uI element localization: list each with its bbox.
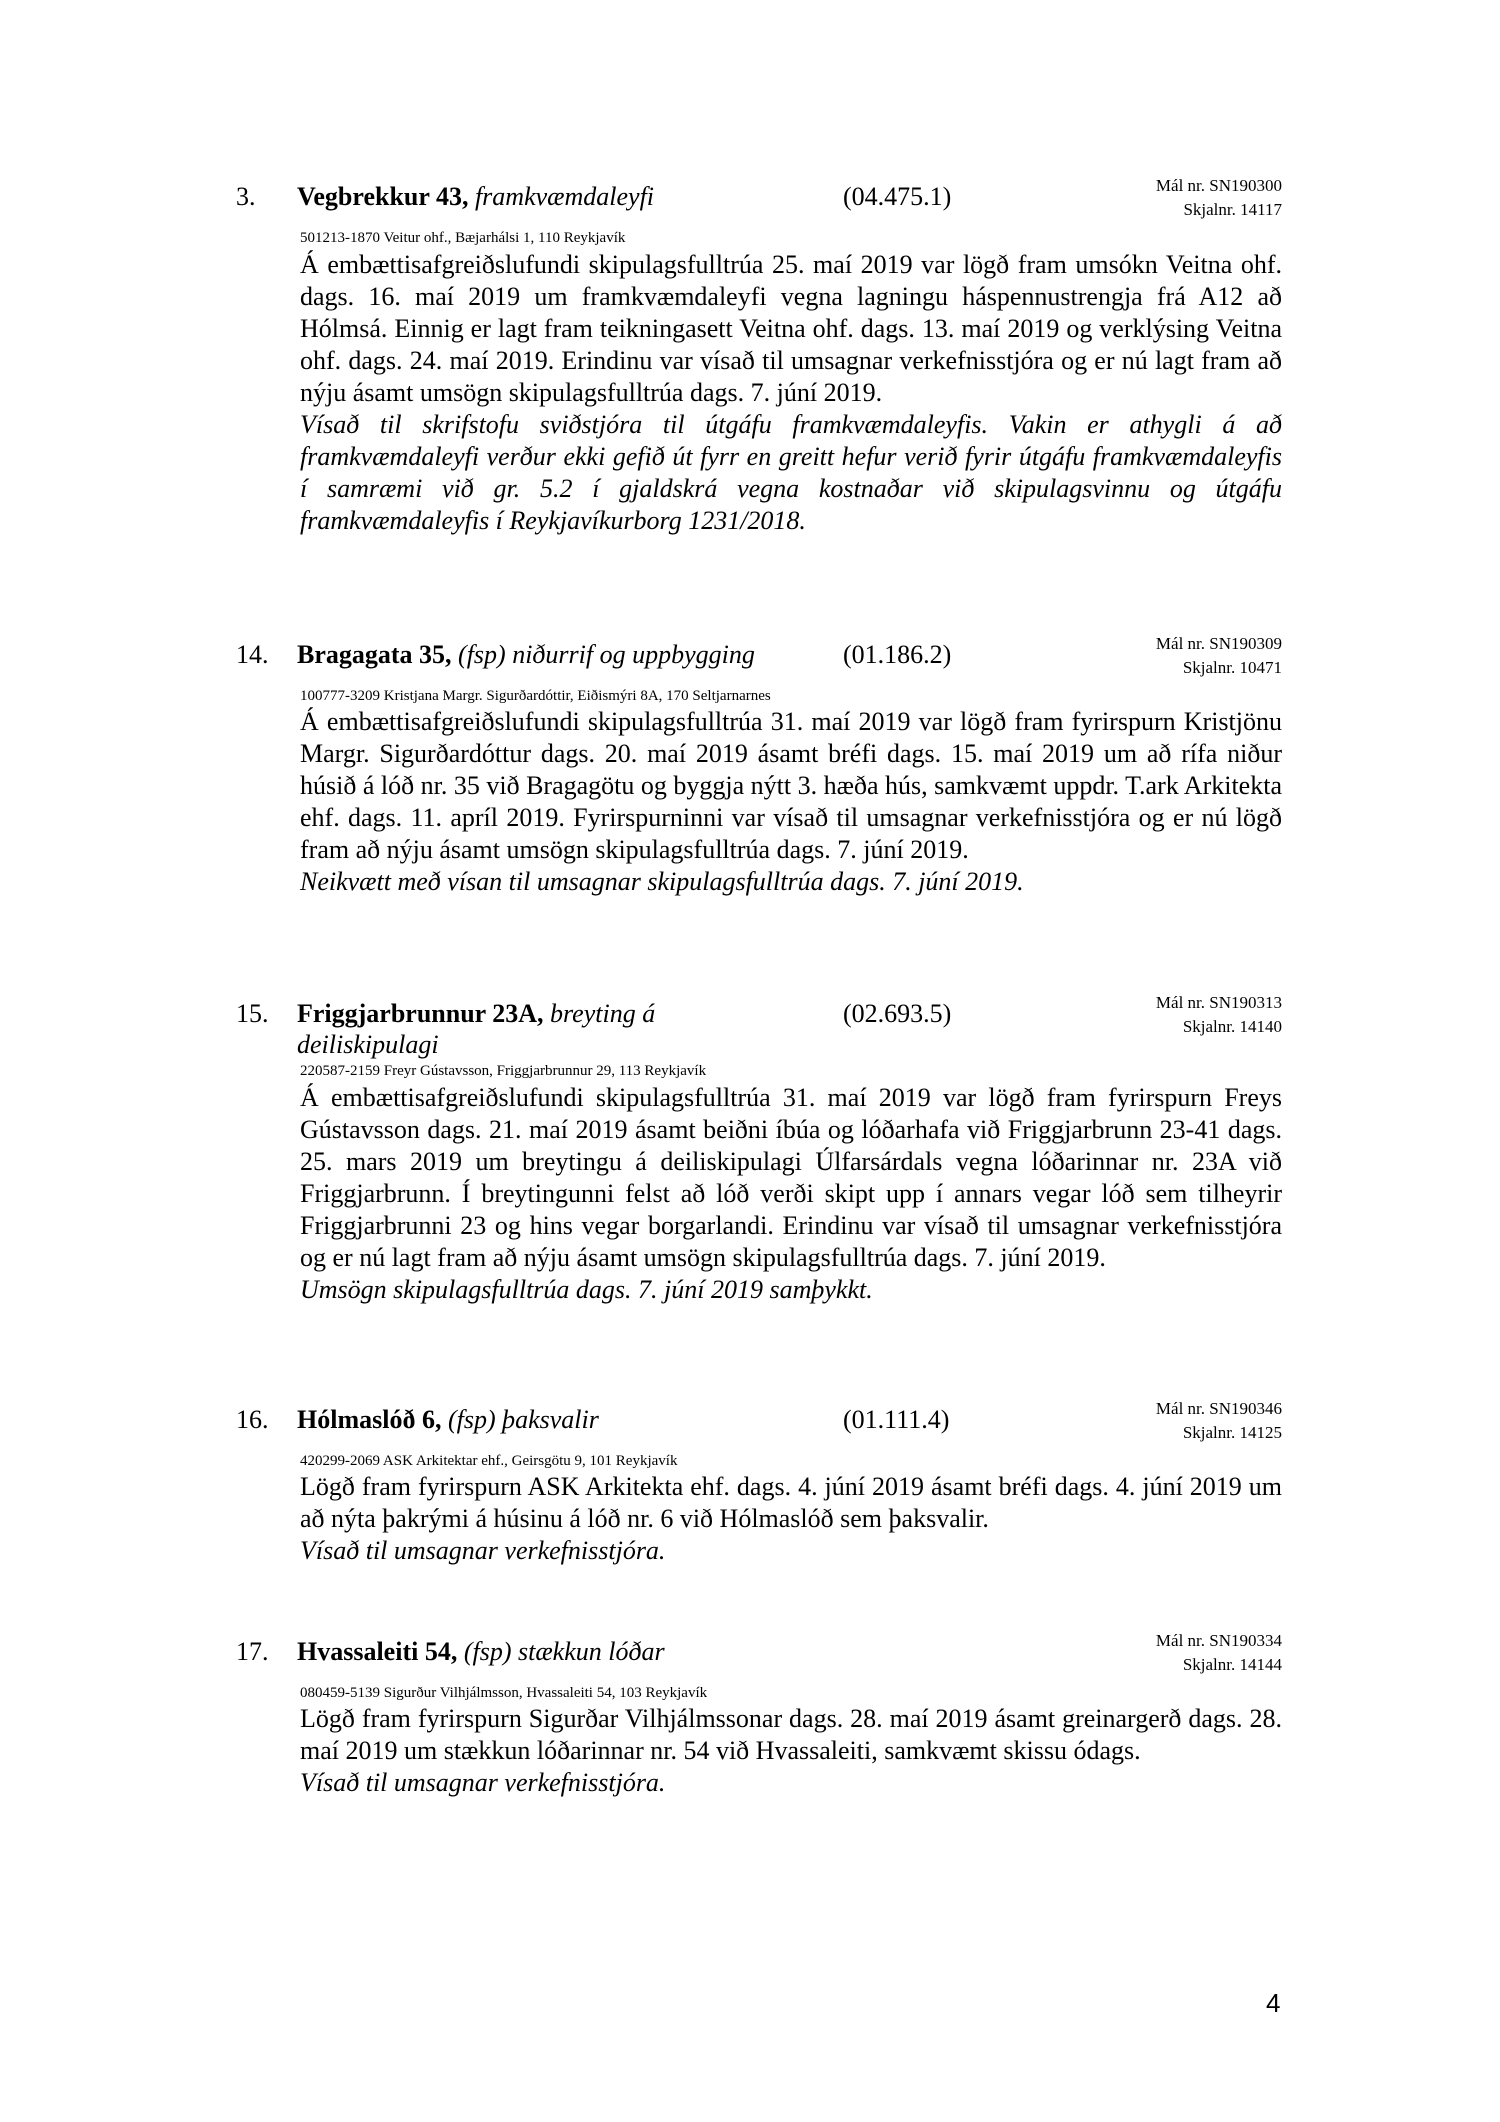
- item-applicant: 420299-2069 ASK Arkitektar ehf., Geirsgötu 9, 101 Reykjavík: [300, 1453, 678, 1469]
- item-body: [300, 1082, 1282, 1306]
- document-number: Skjalnr. 14125: [1182, 1423, 1282, 1442]
- item-title: [297, 997, 655, 1031]
- item-title: [297, 1403, 599, 1437]
- item-body: [300, 1471, 1282, 1567]
- case-number: Mál nr. SN190334: [1155, 1631, 1282, 1650]
- item-decision: Vísað til umsagnar verkefnisstjóra.: [300, 1536, 666, 1565]
- case-reference: [1156, 991, 1282, 1039]
- item-land-code: (04.475.1): [843, 182, 952, 211]
- item-decision: Vísað til skrifstofu sviðstjóra til útgáfu framkvæmdaleyfis. Vakin er athygli á að framkvæmdaleyfi verður ekki gefið út fyrr en greitt hefur verið fyrir útgáfu framkvæmdaleyfis í samræmi við gr. 5.2 í gjaldskrá vegna kostnaðar við skipulagsvinnu og útgáfu framkvæmdaleyfis í Reykjavíkurborg 1231/2018.: [300, 410, 1282, 535]
- item-applicant: 100777-3209 Kristjana Margr. Sigurðardóttir, Eiðismýri 8A, 170 Seltjarnarnes: [300, 688, 771, 704]
- item-title: [297, 638, 755, 672]
- agenda-item-3: [0, 176, 1500, 535]
- item-applicant: 220587-2159 Freyr Gústavsson, Friggjarbrunnur 29, 113 Reykjavík: [300, 1063, 707, 1079]
- case-reference: [1156, 632, 1282, 680]
- item-subject: (fsp) niðurrif og uppbygging: [458, 640, 755, 669]
- item-address: Hólmaslóð 6,: [297, 1405, 442, 1434]
- item-subject-continued: deiliskipulagi: [297, 1030, 439, 1059]
- item-address: Vegbrekkur 43,: [297, 182, 469, 211]
- item-number: 15.: [236, 999, 269, 1028]
- agenda-item-14: [0, 634, 1500, 896]
- document-number: Skjalnr. 10471: [1182, 658, 1282, 677]
- item-subject: (fsp) þaksvalir: [447, 1405, 599, 1434]
- case-number: Mál nr. SN190309: [1155, 634, 1282, 653]
- item-address: Bragagata 35,: [297, 640, 452, 669]
- item-text: Lögð fram fyrirspurn ASK Arkitekta ehf. dags. 4. júní 2019 ásamt bréfi dags. 4. júní 2019 um að nýta þakrými á húsinu á lóð nr. 6 við Hólmaslóð sem þaksvalir.: [300, 1472, 1282, 1533]
- item-decision: Umsögn skipulagsfulltrúa dags. 7. júní 2019 samþykkt.: [300, 1275, 873, 1304]
- item-address: Friggjarbrunnur 23A,: [297, 999, 544, 1028]
- item-title: [297, 180, 654, 214]
- case-reference: [1156, 1397, 1282, 1445]
- case-number: Mál nr. SN190313: [1155, 993, 1282, 1012]
- item-number: 3.: [236, 182, 256, 211]
- item-land-code: (01.111.4): [843, 1405, 950, 1434]
- item-subject: breyting á: [550, 999, 656, 1028]
- item-applicant: 080459-5139 Sigurður Vilhjálmsson, Hvassaleiti 54, 103 Reykjavík: [300, 1685, 708, 1701]
- item-text: Á embættisafgreiðslufundi skipulagsfulltrúa 31. maí 2019 var lögð fram fyrirspurn Freys Gústavsson dags. 21. maí 2019 ásamt beiðni íbúa og lóðarhafa við Friggjarbrunn 23-41 dags. 25. mars 2019 um breytingu á deiliskipulagi Úlfarsárdals vegna lóðarinnar nr. 23A við Friggjarbrunn. Í breytingunni felst að lóð verði skipt upp í annars vegar lóð sem tilheyrir Friggjarbrunni 23 og hins vegar borgarlandi. Erindinu var vísað til umsagnar verkefnisstjóra og er nú lagt fram að nýju ásamt umsögn skipulagsfulltrúa dags. 7. júní 2019.: [300, 1083, 1282, 1272]
- item-text: Á embættisafgreiðslufundi skipulagsfulltrúa 25. maí 2019 var lögð fram umsókn Veitna ohf. dags. 16. maí 2019 um framkvæmdaleyfi vegna lagningu háspennustrengja frá A12 að Hólmsá. Einnig er lagt fram teikningasett Veitna ohf. dags. 13. maí 2019 og verklýsing Veitna ohf. dags. 24. maí 2019. Erindinu var vísað til umsagnar verkefnisstjóra og er nú lagt fram að nýju ásamt umsögn skipulagsfulltrúa dags. 7. júní 2019.: [300, 250, 1282, 407]
- item-text: Á embættisafgreiðslufundi skipulagsfulltrúa 31. maí 2019 var lögð fram fyrirspurn Kristjönu Margr. Sigurðardóttur dags. 20. maí 2019 ásamt bréfi dags. 15. maí 2019 um að rífa niður húsið á lóð nr. 35 við Bragagötu og byggja nýtt 3. hæða hús, samkvæmt uppdr. T.ark Arkitekta ehf. dags. 11. apríl 2019. Fyrirspurninni var vísað til umsagnar verkefnisstjóra og er nú lögð fram að nýju ásamt umsögn skipulagsfulltrúa dags. 7. júní 2019.: [300, 707, 1282, 864]
- item-number: 17.: [236, 1637, 269, 1666]
- item-title: [297, 1635, 665, 1669]
- agenda-item-15: [0, 993, 1500, 1304]
- item-number: 16.: [236, 1405, 269, 1434]
- item-body: [300, 249, 1282, 537]
- item-subject: (fsp) stækkun lóðar: [463, 1637, 665, 1666]
- item-subject: framkvæmdaleyfi: [474, 182, 655, 211]
- document-number: Skjalnr. 14140: [1182, 1017, 1282, 1036]
- item-body: [300, 706, 1282, 898]
- item-decision: Vísað til umsagnar verkefnisstjóra.: [300, 1768, 666, 1797]
- case-reference: [1156, 174, 1282, 222]
- item-decision: Neikvætt með vísan til umsagnar skipulagsfulltrúa dags. 7. júní 2019.: [300, 867, 1024, 896]
- agenda-item-17: [0, 1631, 1500, 1797]
- item-land-code: (02.693.5): [843, 999, 952, 1028]
- item-body: [300, 1703, 1282, 1799]
- agenda-item-16: [0, 1399, 1500, 1565]
- item-land-code: (01.186.2): [843, 640, 952, 669]
- case-number: Mál nr. SN190346: [1155, 1399, 1282, 1418]
- case-number: Mál nr. SN190300: [1155, 176, 1282, 195]
- item-address: Hvassaleiti 54,: [297, 1637, 458, 1666]
- item-applicant: 501213-1870 Veitur ohf., Bæjarhálsi 1, 110 Reykjavík: [300, 230, 626, 246]
- item-text: Lögð fram fyrirspurn Sigurðar Vilhjálmssonar dags. 28. maí 2019 ásamt greinargerð dags. 28. maí 2019 um stækkun lóðarinnar nr. 54 við Hvassaleiti, samkvæmt skissu ódags.: [300, 1704, 1282, 1765]
- page-number: 4: [1266, 1988, 1281, 2018]
- document-number: Skjalnr. 14117: [1183, 200, 1282, 219]
- document-number: Skjalnr. 14144: [1182, 1655, 1282, 1674]
- item-number: 14.: [236, 640, 269, 669]
- case-reference: [1156, 1629, 1282, 1677]
